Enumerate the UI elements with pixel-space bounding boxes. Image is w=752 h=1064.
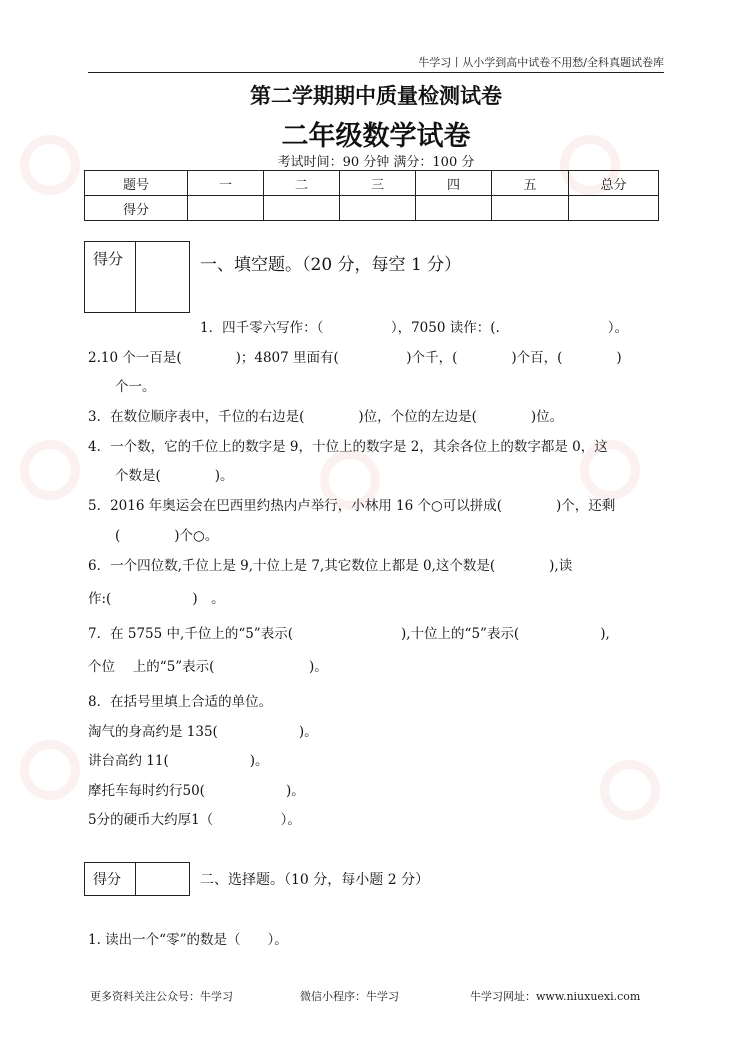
exam-info: 考试时间：90 分钟 满分：100 分: [277, 155, 475, 170]
question-line: 6．一个四位数,千位上是 9,十位上是 7,其它数位上都是 0,这个数是( ),读: [88, 558, 573, 574]
score-table-blank-cell: [188, 196, 264, 221]
exam-subtitle: 二年级数学试卷: [281, 121, 471, 152]
footer-middle: 微信小程序：牛学习: [300, 990, 399, 1003]
header-brand-line: 牛学习丨从小学到高中试卷不用愁/全科真题试卷库: [418, 56, 664, 69]
section1-score-label: 得分: [85, 242, 136, 312]
question-line: 1. 读出一个“零”的数是（ ）。: [88, 932, 288, 948]
score-table-blank-cell: [416, 196, 492, 221]
section1-score-blank: [136, 242, 189, 312]
header-divider: [88, 72, 664, 73]
question-line: 个位 上的“5”表示( )。: [88, 659, 328, 675]
question-line: 作:( ) 。: [88, 591, 225, 607]
score-table-header-cell: 题号: [85, 171, 188, 196]
question-line: ( )个○。: [115, 528, 219, 544]
score-table-header-row: [85, 171, 659, 196]
footer-right: 牛学习网址：www.niuxuexi.com: [470, 990, 641, 1003]
question-line: 1．四千零六写作：（ ），7050 读作：(. ）。: [200, 320, 629, 336]
question-line: 8．在括号里填上合适的单位。: [88, 694, 273, 710]
section2-score-blank: [136, 863, 189, 895]
score-table-header-cell: 五: [492, 171, 569, 196]
question-line: 5．2016 年奥运会在巴西里约热内卢举行，小林用 16 个○可以拼成( )个，还剩: [88, 498, 616, 514]
section2-heading: 二、选择题。（10 分，每小题 2 分）: [200, 872, 430, 888]
question-line: 5分的硬币大约厚1（ ）。: [88, 812, 301, 828]
question-line: 3．在数位顺序表中，千位的右边是( )位，个位的左边是( )位。: [88, 409, 564, 425]
footer-left: 更多资料关注公众号：牛学习: [90, 990, 233, 1003]
score-table-header-cell: 总分: [569, 171, 659, 196]
question-line: 7．在 5755 中,千位上的“5”表示( ),十位上的“5”表示( ),: [88, 626, 610, 642]
score-table-header-cell: 四: [416, 171, 492, 196]
question-line: 4．一个数，它的千位上的数字是 9，十位上的数字是 2，其余各位上的数字都是 0，这: [88, 439, 608, 455]
score-table: [84, 170, 659, 221]
score-table-header-cell: 一: [188, 171, 264, 196]
section2-score-label: 得分: [85, 863, 136, 895]
score-table-header-cell: 三: [340, 171, 416, 196]
score-table-row-label: 得分: [85, 196, 188, 221]
section2-score-box: [84, 862, 190, 896]
watermark-logo-icon: [20, 740, 80, 800]
score-table-score-row: [85, 196, 659, 221]
score-table-blank-cell: [492, 196, 569, 221]
score-table-header-cell: 二: [264, 171, 340, 196]
score-table-blank-cell: [340, 196, 416, 221]
question-line: 2.10 个一百是( )；4807 里面有( )个千，( )个百，( ): [88, 350, 622, 366]
question-line: 个数是( )。: [115, 468, 234, 484]
score-table-blank-cell: [264, 196, 340, 221]
question-line: 讲台高约 11( )。: [88, 753, 269, 769]
exam-title: 第二学期期中质量检测试卷: [250, 83, 502, 108]
question-line: 摩托车每时约行50( )。: [88, 783, 305, 799]
watermark-logo-icon: [20, 440, 80, 500]
question-line: 个一。: [115, 379, 156, 395]
watermark-logo-icon: [600, 760, 660, 820]
score-table-blank-cell: [569, 196, 659, 221]
section1-heading: 一、填空题。（20 分，每空 1 分）: [200, 255, 462, 275]
section1-score-box: [84, 241, 190, 313]
question-line: 淘气的身高约是 135( )。: [88, 724, 318, 740]
